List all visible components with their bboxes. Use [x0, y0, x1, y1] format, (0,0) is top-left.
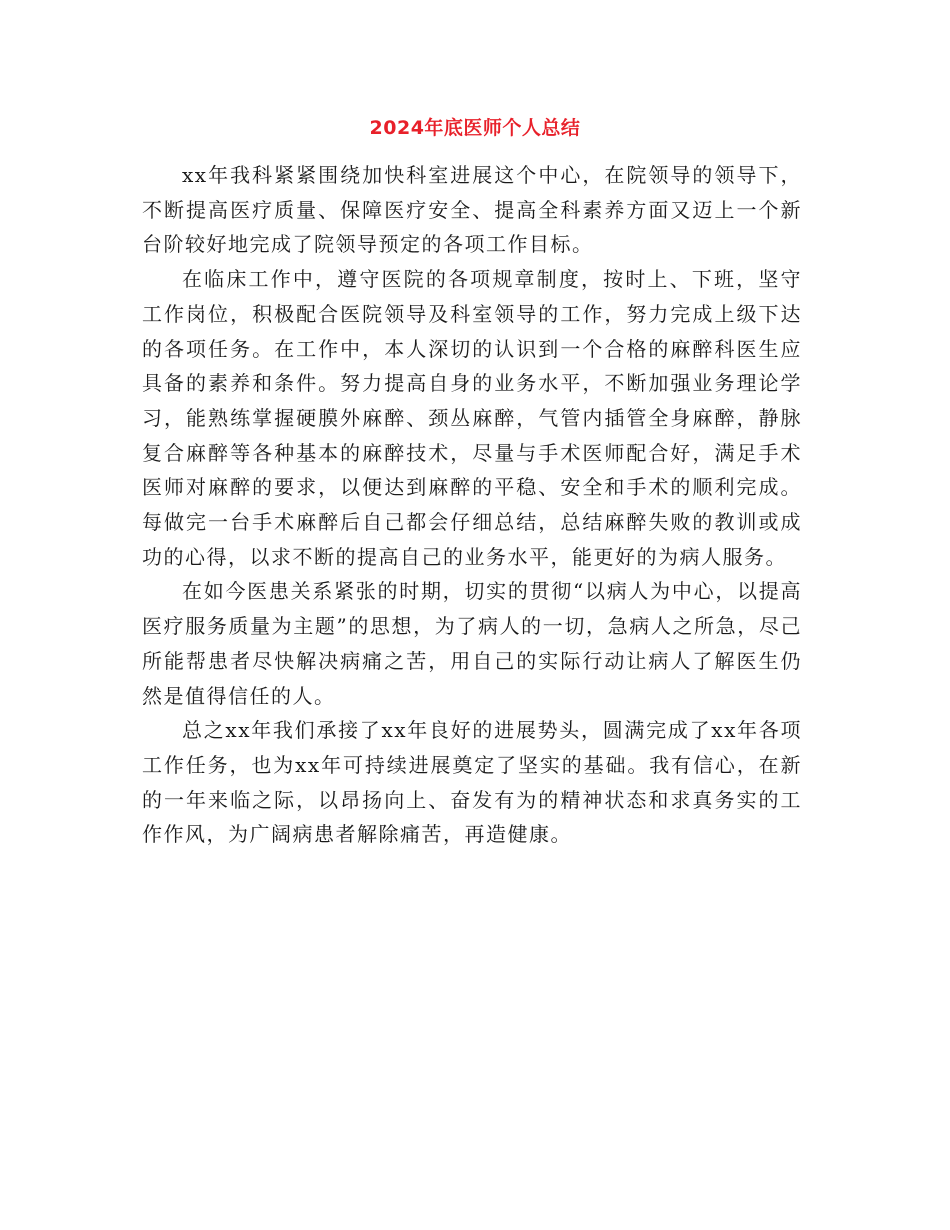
paragraph-1: xx年我科紧紧围绕加快科室进展这个中心，在院领导的领导下，不断提高医疗质量、保障医疗安全、提高全科素养方面又迈上一个新台阶较好地完成了院领导预定的各项工作目标。	[142, 163, 802, 257]
paragraph-2: 在临床工作中，遵守医院的各项规章制度，按时上、下班，坚守工作岗位，积极配合医院领导及科室领导的工作，努力完成上级下达的各项任务。在工作中，本人深切的认识到一个合格的麻醉科医生应具备的素养和条件。努力提高自身的业务水平，不断加强业务理论学习，能熟练掌握硬膜外麻醉、颈丛麻醉，气管内插管全身麻醉，静脉复合麻醉等各种基本的麻醉技术，尽量与手术医师配合好，满足手术医师对麻醉的要求，以便达到麻醉的平稳、安全和手术的顺利完成。每做完一台手术麻醉后自己都会仔细总结，总结麻醉失败的教训或成功的心得，以求不断的提高自己的业务水平，能更好的为病人服务。	[142, 267, 802, 569]
paragraph-4: 总之xx年我们承接了xx年良好的进展势头，圆满完成了xx年各项工作任务，也为xx年可持续进展奠定了坚实的基础。我有信心，在新的一年来临之际，以昂扬向上、奋发有为的精神状态和求真务实的工作作风，为广阔病患者解除痛苦，再造健康。	[142, 718, 802, 847]
paragraph-3: 在如今医患关系紧张的时期，切实的贯彻“以病人为中心，以提高医疗服务质量为主题”的思想，为了病人的一切，急病人之所急，尽己所能帮患者尽快解决病痛之苦，用自己的实际行动让病人了解医生仍然是值得信任的人。	[142, 579, 802, 708]
document-title: 2024年底医师个人总结	[369, 117, 581, 139]
document-body	[142, 158, 802, 852]
